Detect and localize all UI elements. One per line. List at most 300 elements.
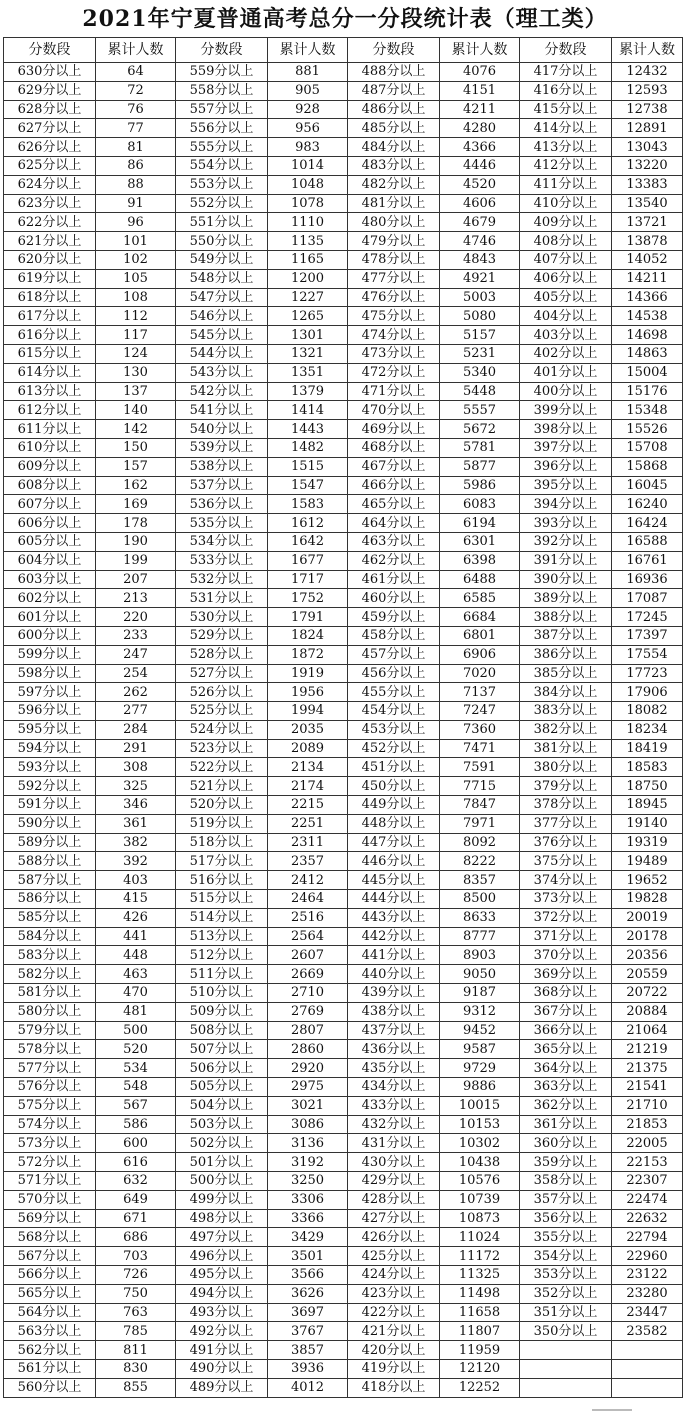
cumulative-count-cell: 91	[96, 194, 176, 213]
cumulative-count-cell: 16045	[612, 476, 683, 495]
score-range-cell: 618分以上	[4, 288, 96, 307]
cumulative-count-cell: 4012	[268, 1378, 348, 1397]
score-range-cell: 488分以上	[348, 63, 440, 82]
cumulative-count-cell: 1135	[268, 232, 348, 251]
cumulative-count-cell: 325	[96, 777, 176, 796]
cumulative-count-cell: 277	[96, 702, 176, 721]
cumulative-count-cell: 6801	[440, 626, 520, 645]
cumulative-count-cell: 5003	[440, 288, 520, 307]
cumulative-count-cell: 1994	[268, 702, 348, 721]
cumulative-count-cell: 21375	[612, 1059, 683, 1078]
table-row	[4, 1040, 683, 1059]
table-row	[4, 796, 683, 815]
cumulative-count-cell: 117	[96, 326, 176, 345]
cumulative-count-cell: 20884	[612, 1002, 683, 1021]
cumulative-count-cell: 2920	[268, 1059, 348, 1078]
empty-cell	[520, 1341, 612, 1360]
score-range-cell: 576分以上	[4, 1078, 96, 1097]
table-row	[4, 438, 683, 457]
score-range-cell: 567分以上	[4, 1247, 96, 1266]
cumulative-count-cell: 448	[96, 946, 176, 965]
cumulative-count-cell: 22474	[612, 1190, 683, 1209]
cumulative-count-cell: 7247	[440, 702, 520, 721]
score-range-cell: 462分以上	[348, 551, 440, 570]
table-row	[4, 1266, 683, 1285]
score-range-cell: 534分以上	[176, 532, 268, 551]
table-row	[4, 1021, 683, 1040]
table-row	[4, 739, 683, 758]
score-range-cell: 487分以上	[348, 81, 440, 100]
cumulative-count-cell: 190	[96, 532, 176, 551]
table-row	[4, 1153, 683, 1172]
cumulative-count-cell: 3429	[268, 1228, 348, 1247]
score-range-cell: 537分以上	[176, 476, 268, 495]
score-range-cell: 350分以上	[520, 1322, 612, 1341]
score-range-cell: 513分以上	[176, 927, 268, 946]
cumulative-count-cell: 1515	[268, 457, 348, 476]
score-range-cell: 572分以上	[4, 1153, 96, 1172]
cumulative-count-cell: 18419	[612, 739, 683, 758]
cumulative-count-cell: 6585	[440, 589, 520, 608]
score-range-cell: 472分以上	[348, 363, 440, 382]
cumulative-count-cell: 4280	[440, 119, 520, 138]
cumulative-count-cell: 1227	[268, 288, 348, 307]
score-range-cell: 557分以上	[176, 100, 268, 119]
cumulative-count-cell: 4151	[440, 81, 520, 100]
score-range-cell: 602分以上	[4, 589, 96, 608]
cumulative-count-cell: 22794	[612, 1228, 683, 1247]
score-range-cell: 614分以上	[4, 363, 96, 382]
score-range-cell: 355分以上	[520, 1228, 612, 1247]
score-range-cell: 533分以上	[176, 551, 268, 570]
cumulative-count-cell: 86	[96, 156, 176, 175]
score-range-cell: 415分以上	[520, 100, 612, 119]
score-range-cell: 382分以上	[520, 720, 612, 739]
cumulative-count-cell: 346	[96, 796, 176, 815]
cumulative-count-cell: 14698	[612, 326, 683, 345]
table-row	[4, 814, 683, 833]
cumulative-count-cell: 23122	[612, 1266, 683, 1285]
score-range-cell: 392分以上	[520, 532, 612, 551]
score-range-cell: 471分以上	[348, 382, 440, 401]
score-range-cell: 508分以上	[176, 1021, 268, 1040]
cumulative-count-cell: 81	[96, 138, 176, 157]
table-row	[4, 232, 683, 251]
table-row	[4, 1247, 683, 1266]
score-range-cell: 413分以上	[520, 138, 612, 157]
score-range-cell: 493分以上	[176, 1303, 268, 1322]
score-range-cell: 498分以上	[176, 1209, 268, 1228]
cumulative-count-cell: 4446	[440, 156, 520, 175]
score-range-cell: 440分以上	[348, 965, 440, 984]
cumulative-count-cell: 21219	[612, 1040, 683, 1059]
cumulative-count-cell: 22960	[612, 1247, 683, 1266]
cumulative-count-cell: 21710	[612, 1096, 683, 1115]
cumulative-count-cell: 1301	[268, 326, 348, 345]
score-range-cell: 625分以上	[4, 156, 96, 175]
cumulative-count-cell: 137	[96, 382, 176, 401]
score-range-cell: 499分以上	[176, 1190, 268, 1209]
cumulative-count-cell: 470	[96, 984, 176, 1003]
cumulative-count-cell: 3021	[268, 1096, 348, 1115]
cumulative-count-cell: 7715	[440, 777, 520, 796]
score-range-cell: 454分以上	[348, 702, 440, 721]
cumulative-count-cell: 392	[96, 852, 176, 871]
header-score-range-1: 分数段	[4, 38, 96, 63]
cumulative-count-cell: 616	[96, 1153, 176, 1172]
score-range-cell: 445分以上	[348, 871, 440, 890]
table-row	[4, 758, 683, 777]
cumulative-count-cell: 2089	[268, 739, 348, 758]
score-range-cell: 496分以上	[176, 1247, 268, 1266]
cumulative-count-cell: 20356	[612, 946, 683, 965]
score-range-cell: 564分以上	[4, 1303, 96, 1322]
cumulative-count-cell: 19319	[612, 833, 683, 852]
score-range-cell: 569分以上	[4, 1209, 96, 1228]
score-range-cell: 504分以上	[176, 1096, 268, 1115]
score-range-cell: 357分以上	[520, 1190, 612, 1209]
score-range-cell: 553分以上	[176, 175, 268, 194]
score-range-cell: 611分以上	[4, 420, 96, 439]
cumulative-count-cell: 96	[96, 213, 176, 232]
cumulative-count-cell: 11498	[440, 1284, 520, 1303]
score-range-cell: 544分以上	[176, 344, 268, 363]
score-range-cell: 543分以上	[176, 363, 268, 382]
score-range-cell: 600分以上	[4, 626, 96, 645]
score-range-cell: 516分以上	[176, 871, 268, 890]
table-row	[4, 307, 683, 326]
score-range-cell: 485分以上	[348, 119, 440, 138]
cumulative-count-cell: 9729	[440, 1059, 520, 1078]
cumulative-count-cell: 17723	[612, 664, 683, 683]
cumulative-count-cell: 17245	[612, 608, 683, 627]
cumulative-count-cell: 1014	[268, 156, 348, 175]
score-range-cell: 388分以上	[520, 608, 612, 627]
score-range-cell: 536分以上	[176, 495, 268, 514]
table-row	[4, 626, 683, 645]
cumulative-count-cell: 855	[96, 1378, 176, 1397]
cumulative-count-cell: 8092	[440, 833, 520, 852]
cumulative-count-cell: 233	[96, 626, 176, 645]
cumulative-count-cell: 15348	[612, 401, 683, 420]
score-range-cell: 521分以上	[176, 777, 268, 796]
score-range-cell: 401分以上	[520, 363, 612, 382]
score-range-cell: 514分以上	[176, 908, 268, 927]
table-row	[4, 326, 683, 345]
score-range-cell: 383分以上	[520, 702, 612, 721]
cumulative-count-cell: 19652	[612, 871, 683, 890]
score-range-cell: 405分以上	[520, 288, 612, 307]
cumulative-count-cell: 18234	[612, 720, 683, 739]
cumulative-count-cell: 23582	[612, 1322, 683, 1341]
score-range-cell: 583分以上	[4, 946, 96, 965]
table-row	[4, 213, 683, 232]
cumulative-count-cell: 8222	[440, 852, 520, 871]
table-row	[4, 138, 683, 157]
score-range-cell: 390分以上	[520, 570, 612, 589]
score-range-cell: 589分以上	[4, 833, 96, 852]
score-range-cell: 486分以上	[348, 100, 440, 119]
cumulative-count-cell: 2860	[268, 1040, 348, 1059]
cumulative-count-cell: 17397	[612, 626, 683, 645]
cumulative-count-cell: 19489	[612, 852, 683, 871]
table-row	[4, 551, 683, 570]
score-range-cell: 588分以上	[4, 852, 96, 871]
cumulative-count-cell: 12252	[440, 1378, 520, 1397]
cumulative-count-cell: 15526	[612, 420, 683, 439]
score-range-cell: 591分以上	[4, 796, 96, 815]
cumulative-count-cell: 1048	[268, 175, 348, 194]
cumulative-count-cell: 7471	[440, 739, 520, 758]
score-range-cell: 592分以上	[4, 777, 96, 796]
score-range-cell: 532分以上	[176, 570, 268, 589]
score-range-cell: 546分以上	[176, 307, 268, 326]
score-range-cell: 520分以上	[176, 796, 268, 815]
cumulative-count-cell: 12120	[440, 1359, 520, 1378]
cumulative-count-cell: 254	[96, 664, 176, 683]
score-range-cell: 425分以上	[348, 1247, 440, 1266]
cumulative-count-cell: 247	[96, 645, 176, 664]
cumulative-count-cell: 178	[96, 514, 176, 533]
cumulative-count-cell: 5448	[440, 382, 520, 401]
table-row	[4, 1190, 683, 1209]
cumulative-count-cell: 2174	[268, 777, 348, 796]
cumulative-count-cell: 76	[96, 100, 176, 119]
score-range-cell: 460分以上	[348, 589, 440, 608]
cumulative-count-cell: 1414	[268, 401, 348, 420]
score-range-cell: 368分以上	[520, 984, 612, 1003]
header-cumulative-count-3: 累计人数	[440, 38, 520, 63]
cumulative-count-cell: 7591	[440, 758, 520, 777]
cumulative-count-cell: 17554	[612, 645, 683, 664]
empty-cell	[612, 1359, 683, 1378]
score-range-cell: 626分以上	[4, 138, 96, 157]
score-range-cell: 378分以上	[520, 796, 612, 815]
score-range-cell: 540分以上	[176, 420, 268, 439]
cumulative-count-cell: 6684	[440, 608, 520, 627]
cumulative-count-cell: 1265	[268, 307, 348, 326]
cumulative-count-cell: 1165	[268, 250, 348, 269]
cumulative-count-cell: 811	[96, 1341, 176, 1360]
cumulative-count-cell: 7137	[440, 683, 520, 702]
cumulative-count-cell: 403	[96, 871, 176, 890]
table-row	[4, 608, 683, 627]
table-row	[4, 683, 683, 702]
cumulative-count-cell: 10015	[440, 1096, 520, 1115]
cumulative-count-cell: 361	[96, 814, 176, 833]
cumulative-count-cell: 284	[96, 720, 176, 739]
score-range-cell: 432分以上	[348, 1115, 440, 1134]
table-row	[4, 589, 683, 608]
score-range-cell: 459分以上	[348, 608, 440, 627]
score-range-cell: 475分以上	[348, 307, 440, 326]
table-row	[4, 1134, 683, 1153]
header-cumulative-count-2: 累计人数	[268, 38, 348, 63]
cumulative-count-cell: 4606	[440, 194, 520, 213]
score-range-cell: 623分以上	[4, 194, 96, 213]
cumulative-count-cell: 548	[96, 1078, 176, 1097]
cumulative-count-cell: 5877	[440, 457, 520, 476]
cumulative-count-cell: 8500	[440, 890, 520, 909]
cumulative-count-cell: 77	[96, 119, 176, 138]
cumulative-count-cell: 10302	[440, 1134, 520, 1153]
score-range-cell: 502分以上	[176, 1134, 268, 1153]
score-range-cell: 377分以上	[520, 814, 612, 833]
score-range-cell: 568分以上	[4, 1228, 96, 1247]
score-range-cell: 630分以上	[4, 63, 96, 82]
score-range-cell: 444分以上	[348, 890, 440, 909]
score-range-cell: 554分以上	[176, 156, 268, 175]
table-row	[4, 1341, 683, 1360]
cumulative-count-cell: 157	[96, 457, 176, 476]
page-title: 2021年宁夏普通高考总分一分段统计表（理工类）	[82, 6, 608, 32]
cumulative-count-cell: 64	[96, 63, 176, 82]
score-range-cell: 562分以上	[4, 1341, 96, 1360]
score-range-cell: 469分以上	[348, 420, 440, 439]
cumulative-count-cell: 102	[96, 250, 176, 269]
score-range-cell: 458分以上	[348, 626, 440, 645]
score-range-cell: 538分以上	[176, 457, 268, 476]
table-row	[4, 156, 683, 175]
score-range-cell: 376分以上	[520, 833, 612, 852]
cumulative-count-cell: 4843	[440, 250, 520, 269]
cumulative-count-cell: 4679	[440, 213, 520, 232]
cumulative-count-cell: 15708	[612, 438, 683, 457]
cumulative-count-cell: 2975	[268, 1078, 348, 1097]
cumulative-count-cell: 88	[96, 175, 176, 194]
score-range-cell: 563分以上	[4, 1322, 96, 1341]
score-range-cell: 489分以上	[176, 1378, 268, 1397]
cumulative-count-cell: 3697	[268, 1303, 348, 1322]
cumulative-count-cell: 14052	[612, 250, 683, 269]
score-range-cell: 364分以上	[520, 1059, 612, 1078]
score-range-cell: 593分以上	[4, 758, 96, 777]
table-row	[4, 1378, 683, 1397]
cumulative-count-cell: 6906	[440, 645, 520, 664]
cumulative-count-cell: 956	[268, 119, 348, 138]
table-row	[4, 946, 683, 965]
table-row	[4, 81, 683, 100]
score-range-cell: 621分以上	[4, 232, 96, 251]
score-range-cell: 361分以上	[520, 1115, 612, 1134]
table-row	[4, 1228, 683, 1247]
table-row	[4, 401, 683, 420]
cumulative-count-cell: 500	[96, 1021, 176, 1040]
cumulative-count-cell: 13383	[612, 175, 683, 194]
cumulative-count-cell: 19140	[612, 814, 683, 833]
cumulative-count-cell: 1379	[268, 382, 348, 401]
score-range-cell: 467分以上	[348, 457, 440, 476]
cumulative-count-cell: 21541	[612, 1078, 683, 1097]
cumulative-count-cell: 7847	[440, 796, 520, 815]
cumulative-count-cell: 3936	[268, 1359, 348, 1378]
table-row	[4, 833, 683, 852]
score-range-cell: 529分以上	[176, 626, 268, 645]
cumulative-count-cell: 308	[96, 758, 176, 777]
cumulative-count-cell: 22632	[612, 1209, 683, 1228]
score-range-cell: 437分以上	[348, 1021, 440, 1040]
table-row	[4, 890, 683, 909]
cumulative-count-cell: 481	[96, 1002, 176, 1021]
cumulative-count-cell: 3626	[268, 1284, 348, 1303]
score-range-cell: 450分以上	[348, 777, 440, 796]
cumulative-count-cell: 750	[96, 1284, 176, 1303]
score-range-cell: 507分以上	[176, 1040, 268, 1059]
cumulative-count-cell: 632	[96, 1172, 176, 1191]
score-range-cell: 420分以上	[348, 1341, 440, 1360]
score-range-cell: 362分以上	[520, 1096, 612, 1115]
cumulative-count-cell: 3501	[268, 1247, 348, 1266]
cumulative-count-cell: 1200	[268, 269, 348, 288]
cumulative-count-cell: 7971	[440, 814, 520, 833]
score-range-cell: 490分以上	[176, 1359, 268, 1378]
score-range-cell: 594分以上	[4, 739, 96, 758]
table-row	[4, 1209, 683, 1228]
cumulative-count-cell: 3136	[268, 1134, 348, 1153]
cumulative-count-cell: 112	[96, 307, 176, 326]
score-range-cell: 386分以上	[520, 645, 612, 664]
score-range-cell: 465分以上	[348, 495, 440, 514]
score-range-cell: 547分以上	[176, 288, 268, 307]
cumulative-count-cell: 415	[96, 890, 176, 909]
score-range-cell: 556分以上	[176, 119, 268, 138]
score-range-cell: 393分以上	[520, 514, 612, 533]
cumulative-count-cell: 4366	[440, 138, 520, 157]
cumulative-count-cell: 11325	[440, 1266, 520, 1285]
score-range-cell: 629分以上	[4, 81, 96, 100]
cumulative-count-cell: 2035	[268, 720, 348, 739]
score-range-cell: 573分以上	[4, 1134, 96, 1153]
score-range-cell: 478分以上	[348, 250, 440, 269]
score-range-cell: 586分以上	[4, 890, 96, 909]
cumulative-count-cell: 2251	[268, 814, 348, 833]
score-range-cell: 552分以上	[176, 194, 268, 213]
score-range-cell: 409分以上	[520, 213, 612, 232]
cumulative-count-cell: 11807	[440, 1322, 520, 1341]
table-row	[4, 495, 683, 514]
score-range-cell: 367分以上	[520, 1002, 612, 1021]
cumulative-count-cell: 520	[96, 1040, 176, 1059]
score-range-cell: 620分以上	[4, 250, 96, 269]
score-range-cell: 434分以上	[348, 1078, 440, 1097]
score-range-cell: 551分以上	[176, 213, 268, 232]
score-range-cell: 369分以上	[520, 965, 612, 984]
table-row	[4, 645, 683, 664]
score-range-cell: 484分以上	[348, 138, 440, 157]
cumulative-count-cell: 4076	[440, 63, 520, 82]
score-range-cell: 375分以上	[520, 852, 612, 871]
cumulative-count-cell: 8633	[440, 908, 520, 927]
cumulative-count-cell: 20722	[612, 984, 683, 1003]
cumulative-count-cell: 2134	[268, 758, 348, 777]
cumulative-count-cell: 763	[96, 1303, 176, 1322]
score-range-cell: 495分以上	[176, 1266, 268, 1285]
table-row	[4, 63, 683, 82]
cumulative-count-cell: 101	[96, 232, 176, 251]
score-range-cell: 528分以上	[176, 645, 268, 664]
cumulative-count-cell: 15868	[612, 457, 683, 476]
cumulative-count-cell: 3250	[268, 1172, 348, 1191]
cumulative-count-cell: 2516	[268, 908, 348, 927]
cumulative-count-cell: 150	[96, 438, 176, 457]
cumulative-count-cell: 18583	[612, 758, 683, 777]
score-range-cell: 479分以上	[348, 232, 440, 251]
cumulative-count-cell: 220	[96, 608, 176, 627]
score-range-cell: 584分以上	[4, 927, 96, 946]
cumulative-count-cell: 1482	[268, 438, 348, 457]
score-range-cell: 354分以上	[520, 1247, 612, 1266]
table-row	[4, 1322, 683, 1341]
